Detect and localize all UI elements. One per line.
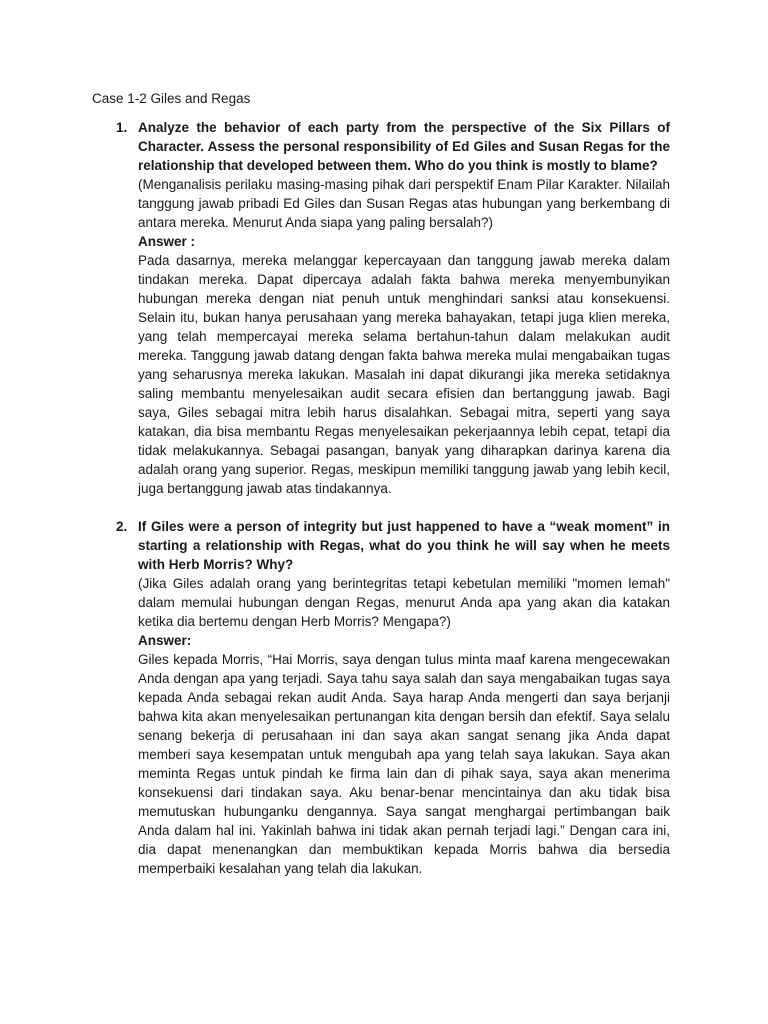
question-item-1	[92, 118, 670, 498]
question-text: If Giles were a person of integrity but just happened to have a “weak moment” in starting a relationship with Regas, what do you think he will say when he meets with Herb Morris? Why?	[138, 519, 670, 572]
question-item-2	[92, 517, 670, 878]
question-translation: (Menganalisis perilaku masing-masing pihak dari perspektif Enam Pilar Karakter. Nilailah tanggung jawab pribadi Ed Giles dan Susan Regas atas hubungan yang berkembang di antara mereka. Menurut Anda siapa yang paling bersalah?)	[138, 177, 670, 230]
answer-label: Answer :	[138, 234, 196, 249]
answer-label: Answer:	[138, 633, 192, 648]
question-text: Analyze the behavior of each party from the perspective of the Six Pillars of Character. Assess the personal responsibility of Ed Giles and Susan Regas for the relationship that developed between them. Who do you think is mostly to blame?	[138, 120, 670, 173]
question-list	[92, 118, 670, 878]
answer-text: Giles kepada Morris, “Hai Morris, saya dengan tulus minta maaf karena mengecewakan Anda dengan apa yang terjadi. Saya tahu saya salah dan saya mengabaikan tugas saya kepada Anda sebagai rekan audit Anda. Saya harap Anda mengerti dan saya berjanji bahwa kita akan menyelesaikan pertunangan kita dengan bersih dan efektif. Saya selalu senang bekerja di perusahaan ini dan saya akan sangat senang jika Anda dapat memberi saya kesempatan untuk mengubah apa yang telah saya lakukan. Saya akan meminta Regas untuk pindah ke firma lain dan di pihak saya, saya akan menerima konsekuensi dari tindakan saya. Aku benar-benar mencintainya dan aku tidak bisa memutuskan hubunganku dengannya. Saya sangat menghargai pertimbangan baik Anda dalam hal ini. Yakinlah bahwa ini tidak akan pernah terjadi lagi.” Dengan cara ini, dia dapat menenangkan dan membuktikan kepada Morris bahwa dia bersedia memperbaiki kesalahan yang telah dia lakukan.	[138, 652, 670, 876]
question-translation: (Jika Giles adalah orang yang berintegritas tetapi kebetulan memiliki "momen lemah" dalam memulai hubungan dengan Regas, menurut Anda apa yang akan dia katakan ketika dia bertemu dengan Herb Morris? Mengapa?)	[138, 576, 670, 629]
question-number: 1.	[116, 120, 128, 135]
answer-text: Pada dasarnya, mereka melanggar kepercayaan dan tanggung jawab mereka dalam tindakan mereka. Dapat dipercaya adalah fakta bahwa mereka menyembunyikan hubungan mereka dengan niat penuh untuk menghindari sanksi atau konsekuensi. Selain itu, bukan hanya perusahaan yang mereka bahayakan, tetapi juga klien mereka, yang telah mempercayai mereka selama bertahun-tahun dalam melakukan audit mereka. Tanggung jawab datang dengan fakta bahwa mereka mulai mengabaikan tugas yang seharusnya mereka lakukan. Masalah ini dapat dikurangi jika mereka setidaknya saling membantu menyelesaikan audit secara efisien dan bertanggung jawab. Bagi saya, Giles sebagai mitra lebih harus disalahkan. Sebagai mitra, seperti yang saya katakan, dia bisa membantu Regas menyelesaikan pekerjaannya lebih cepat, tetapi dia tidak melakukannya. Sebagai pasangan, banyak yang diharapkan darinya karena dia adalah orang yang superior. Regas, meskipun memiliki tanggung jawab yang lebih kecil, juga bertanggung jawab atas tindakannya.	[138, 253, 670, 496]
document-title: Case 1-2 Giles and Regas	[92, 91, 251, 106]
question-number: 2.	[116, 519, 128, 534]
